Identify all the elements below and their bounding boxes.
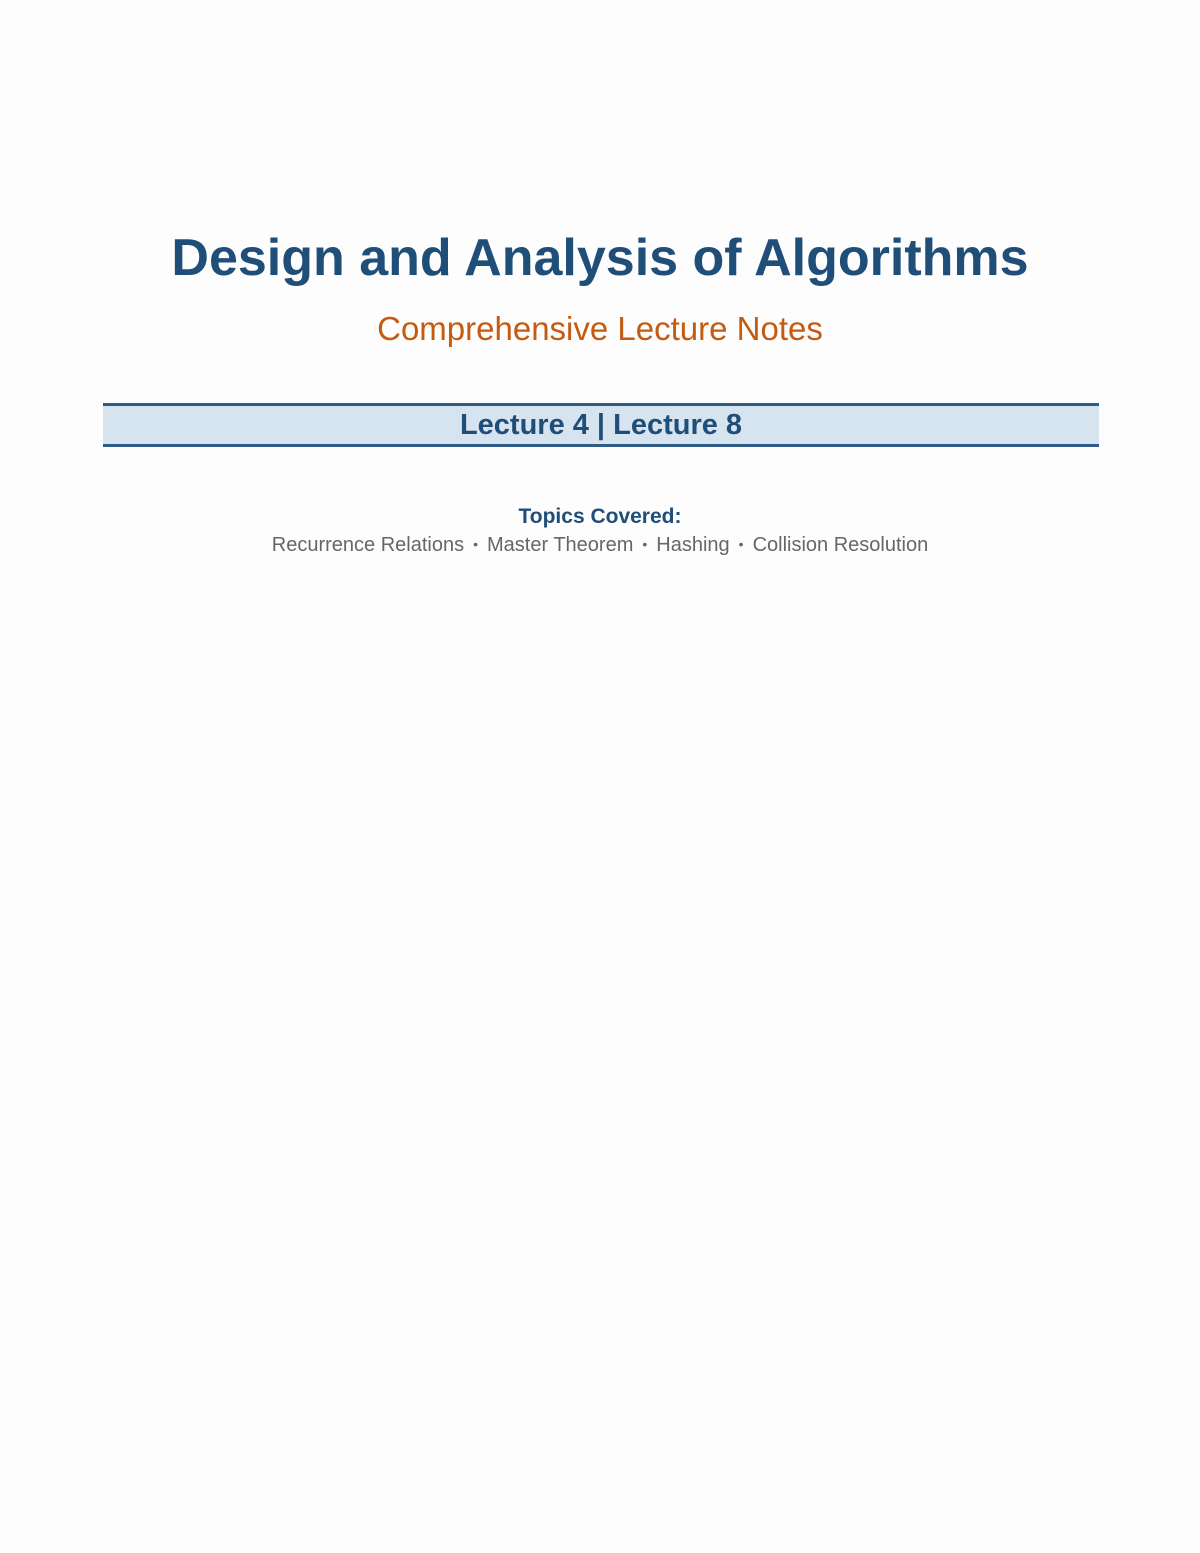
lecture-banner [103,403,1099,447]
topic-item: Hashing [656,534,730,556]
topic-separator: • [473,536,478,552]
topic-separator: • [738,536,744,552]
topic-item: Recurrence Relations [271,534,465,556]
topic-separator: • [642,536,648,552]
document-title: Design and Analysis of Algorithms [171,229,1029,287]
topic-item: Collision Resolution [752,534,929,556]
lecture-banner-text: Lecture 4 | Lecture 8 [459,409,743,441]
topic-item: Master Theorem [487,534,634,556]
topics-list [0,531,1200,558]
topics-heading: Topics Covered: [518,505,682,528]
document-subtitle: Comprehensive Lecture Notes [377,310,823,347]
